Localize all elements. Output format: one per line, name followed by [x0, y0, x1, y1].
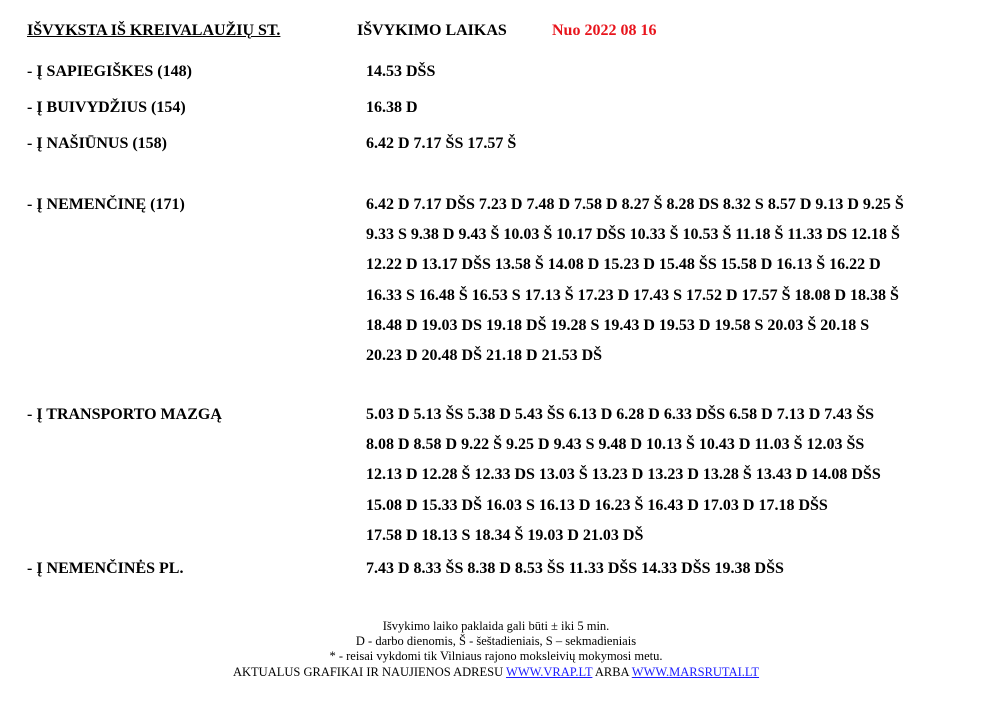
times-line: 8.08 D 8.58 D 9.22 Š 9.25 D 9.43 S 9.48 D 10.13 Š 10.43 D 11.03 Š 12.03 ŠS — [366, 436, 865, 454]
route-name-nemencines-pl: - Į NEMENČINĖS PL. — [27, 560, 184, 577]
times-line: 6.42 D 7.17 ŠS 17.57 Š — [366, 135, 517, 152]
times-line: 12.22 D 13.17 DŠS 13.58 Š 14.08 D 15.23 D 15.48 ŠS 15.58 D 16.13 Š 16.22 D — [366, 256, 881, 274]
tolerance-note: Išvykimo laiko paklaida gali būti ± iki 5 min. — [382, 619, 610, 633]
route-times-transporto-mazgas — [366, 406, 966, 557]
marsrutai-link[interactable]: WWW.MARSRUTAI.LT — [631, 664, 760, 679]
vrap-link[interactable]: WWW.VRAP.LT — [506, 664, 593, 679]
valid-from-date: Nuo 2022 08 16 — [552, 22, 657, 39]
times-line: 20.23 D 20.48 DŠ 21.18 D 21.53 DŠ — [366, 346, 603, 364]
times-line: 16.38 D — [366, 99, 418, 116]
times-line: 9.33 S 9.38 D 9.43 Š 10.03 Š 10.17 DŠS 10.33 Š 10.53 Š 11.18 Š 11.33 DS 12.18 Š — [366, 226, 900, 244]
links-line — [0, 665, 986, 680]
times-line: 16.33 S 16.48 Š 16.53 S 17.13 Š 17.23 D 17.43 S 17.52 D 17.57 Š 18.08 D 18.38 Š — [366, 286, 899, 304]
route-name-sapiegiskes: - Į SAPIEGIŠKES (148) — [27, 63, 192, 80]
times-line: 18.48 D 19.03 DS 19.18 DŠ 19.28 S 19.43 D 19.53 D 19.58 S 20.03 Š 20.18 S — [366, 316, 870, 334]
footer-notes — [0, 619, 986, 680]
times-line: 7.43 D 8.33 ŠS 8.38 D 8.53 ŠS 11.33 DŠS 14.33 DŠS 19.38 DŠS — [366, 560, 784, 577]
times-line: 15.08 D 15.33 DŠ 16.03 S 16.13 D 16.23 Š 16.43 D 17.03 D 17.18 DŠS — [366, 496, 828, 514]
departure-time-heading: IŠVYKIMO LAIKAS — [357, 22, 507, 39]
times-line: 14.53 DŠS — [366, 63, 436, 80]
times-line: 5.03 D 5.13 ŠS 5.38 D 5.43 ŠS 6.13 D 6.28 D 6.33 DŠS 6.58 D 7.13 D 7.43 ŠS — [366, 406, 875, 423]
times-line: 17.58 D 18.13 S 18.34 Š 19.03 D 21.03 DŠ — [366, 526, 644, 544]
route-times-sapiegiskes — [366, 63, 966, 93]
times-line: 6.42 D 7.17 DŠS 7.23 D 7.48 D 7.58 D 8.27 Š 8.28 DS 8.32 S 8.57 D 9.13 D 9.25 Š — [366, 196, 904, 213]
links-or: ARBA — [592, 664, 632, 679]
school-note: * - reisai vykdomi tik Vilniaus rajono moksleivių mokymosi metu. — [329, 649, 663, 664]
route-name-nemencine: - Į NEMENČINĘ (171) — [27, 196, 185, 213]
route-name-nasiunai: - Į NAŠIŪNUS (158) — [27, 135, 168, 152]
links-prefix: AKTUALUS GRAFIKAI IR NAUJIENOS ADRESU — [232, 664, 507, 679]
route-name-transporto-mazgas: - Į TRANSPORTO MAZGĄ — [27, 406, 222, 423]
legend-note: D - darbo dienomis, Š - šeštadieniais, S – sekmadieniais — [355, 634, 637, 649]
route-times-nemencine — [366, 196, 966, 377]
route-times-nasiunai — [366, 135, 966, 165]
times-line: 12.13 D 12.28 Š 12.33 DS 13.03 Š 13.23 D 13.23 D 13.28 Š 13.43 D 14.08 DŠS — [366, 466, 881, 484]
route-times-buivydziai — [366, 99, 966, 129]
route-times-nemencines-pl — [366, 560, 966, 590]
stop-heading: IŠVYKSTA IŠ KREIVALAUŽIŲ ST. — [27, 22, 281, 39]
route-name-buivydziai: - Į BUIVYDŽIUS (154) — [27, 99, 186, 116]
